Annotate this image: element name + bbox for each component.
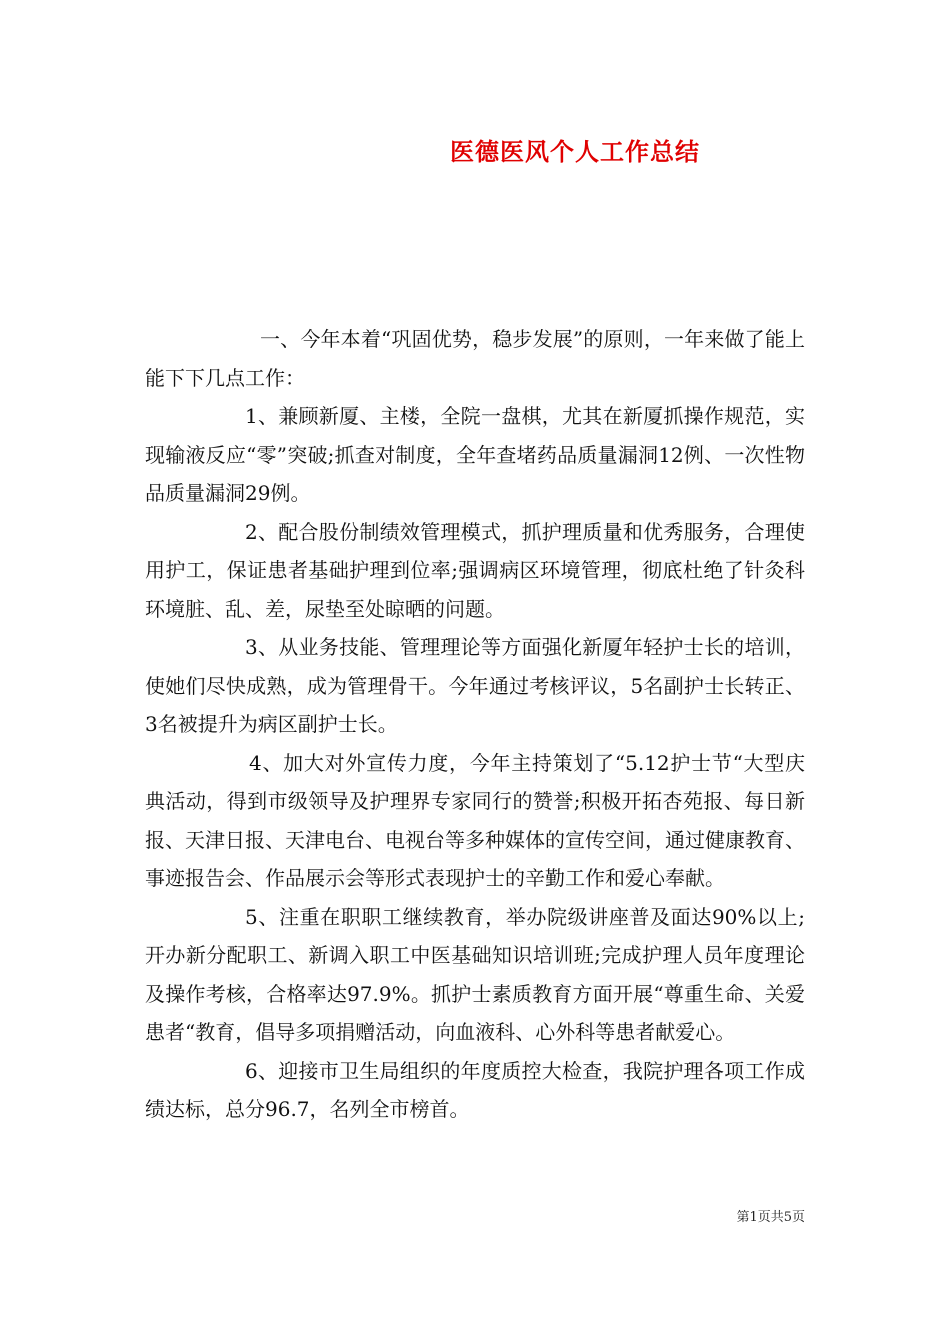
document-body bbox=[145, 320, 805, 1129]
document-title: 医德医风个人工作总结 bbox=[450, 137, 700, 166]
page-number-footer: 第1页共5页 bbox=[736, 1210, 805, 1225]
paragraph-intro: 一、今年本着“巩固优势，稳步发展”的原则，一年来做了能上能下下几点工作： bbox=[145, 327, 805, 390]
paragraph-item-2: 2、配合股份制绩效管理模式，抓护理质量和优秀服务，合理使用护工，保证患者基础护理到位率;强调病区环境管理，彻底杜绝了针灸科环境脏、乱、差，尿垫至处晾晒的问题。 bbox=[145, 519, 805, 621]
paragraph-item-4: 4、加大对外宣传力度，今年主持策划了“5.12护士节“大型庆典活动，得到市级领导及护理界专家同行的赞誉;积极开拓杏苑报、每日新报、天津日报、天津电台、电视台等多种媒体的宣传空间，通过健康教育、事迹报告会、作品展示会等形式表现护士的辛勤工作和爱心奉献。 bbox=[145, 750, 805, 890]
paragraph-item-3: 3、从业务技能、管理理论等方面强化新厦年轻护士长的培训，使她们尽快成熟，成为管理骨干。今年通过考核评议，5名副护士长转正、3名被提升为病区副护士长。 bbox=[145, 635, 805, 736]
paragraph-item-5: 5、注重在职职工继续教育，举办院级讲座普及面达90%以上;开办新分配职工、新调入职工中医基础知识培训班;完成护理人员年度理论及操作考核，合格率达97.9%。抓护士素质教育方面开展“尊重生命、关爱患者“教育，倡导多项捐赠活动，向血液科、心外科等患者献爱心。 bbox=[145, 904, 805, 1044]
paragraph-item-1: 1、兼顾新厦、主楼，全院一盘棋，尤其在新厦抓操作规范，实现输液反应“零”突破;抓查对制度，全年查堵药品质量漏洞12例、一次性物品质量漏洞29例。 bbox=[145, 404, 805, 505]
paragraph-item-6: 6、迎接市卫生局组织的年度质控大检查，我院护理各项工作成绩达标，总分96.7，名列全市榜首。 bbox=[145, 1058, 805, 1121]
